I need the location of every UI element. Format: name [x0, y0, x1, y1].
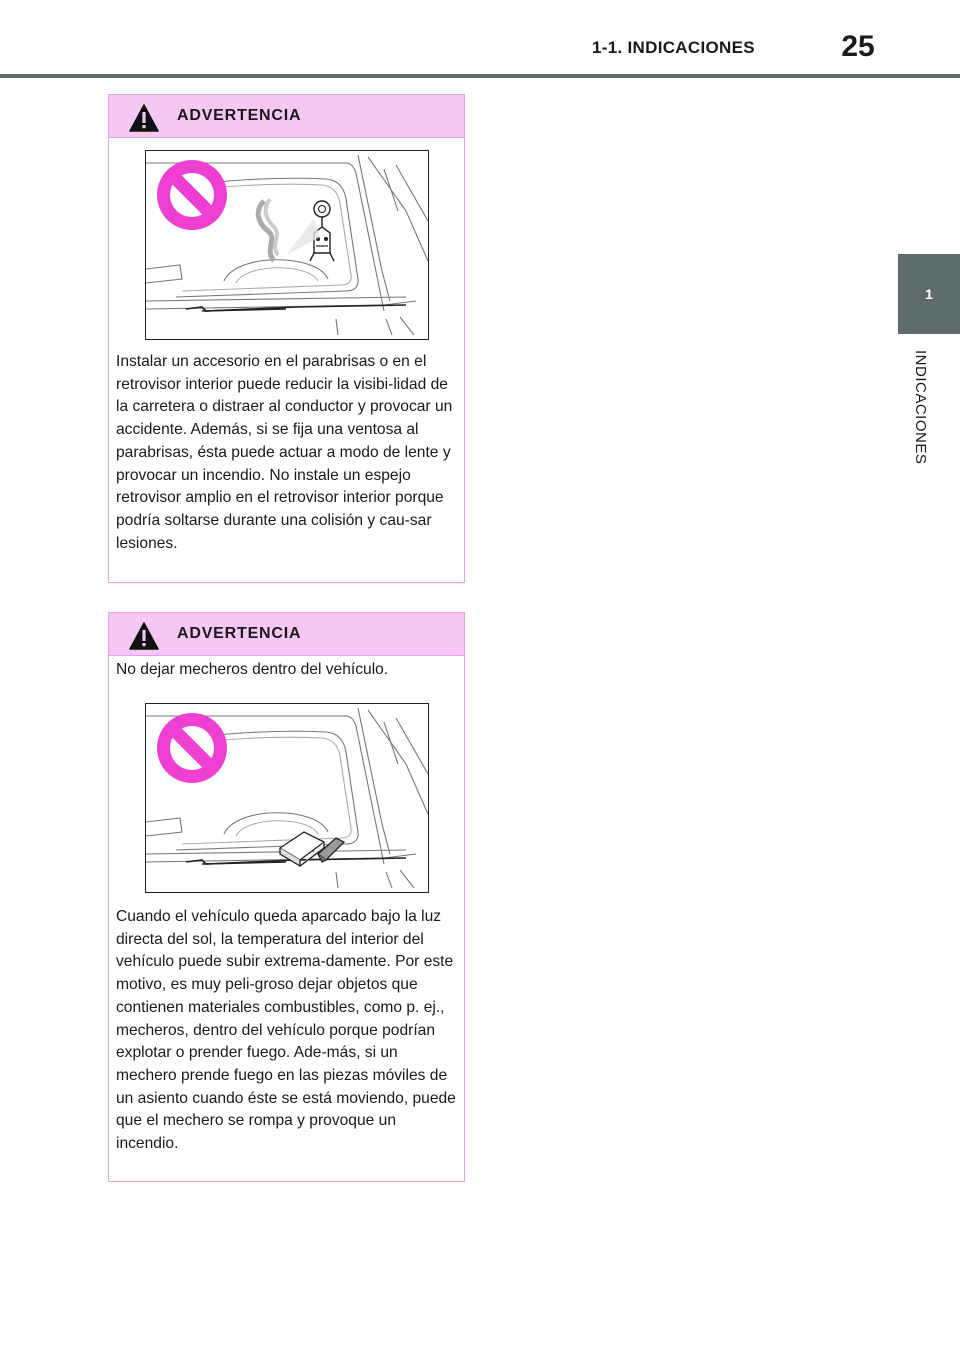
- chapter-tab[interactable]: [898, 254, 960, 334]
- warning-box-windshield: [108, 94, 465, 583]
- warning-text: No dejar mecheros dentro del vehículo.: [116, 661, 389, 678]
- warning-box-lighters: [108, 612, 465, 1182]
- illustration-lighter-in-vehicle: [145, 703, 429, 893]
- warning-text: Instalar un accesorio en el parabrisas o en el retrovisor interior puede reducir la visibi-lidad de la carretera o distraer al conductor y provocar un accidente. Además, si se fija una ventosa al parabrisas, ésta puede actuar a modo de lente y provocar un incendio. No instale un espejo retrovisor amplio en el retrovisor interior porque podría soltarse durante una colisión y cau-sar lesiones.: [116, 353, 453, 552]
- warning-header: [109, 95, 464, 138]
- chapter-label: INDICACIONES: [912, 350, 929, 465]
- page-number: 25: [841, 30, 875, 63]
- illustration-windshield-accessory: [145, 150, 429, 340]
- header-divider: [0, 74, 960, 78]
- prohibition-icon: [157, 160, 227, 230]
- chapter-number: 1: [925, 286, 933, 302]
- prohibition-icon: [157, 713, 227, 783]
- warning-triangle-icon: [129, 622, 159, 650]
- warning-title: ADVERTENCIA: [177, 625, 302, 642]
- warning-title: ADVERTENCIA: [177, 107, 302, 124]
- warning-text: Cuando el vehículo queda aparcado bajo la luz directa del sol, la temperatura del interior del vehículo puede subir extrema-damente. Por este motivo, es muy peli-groso dejar objetos que contienen materiales combustibles, como p. ej., mecheros, dentro del vehículo porque podrían explotar o prender fuego. Ade-más, si un mechero prende fuego en las piezas móviles de un asiento cuando éste se está moviendo, puede que el mechero se rompa y provoque un incendio.: [116, 908, 456, 1153]
- section-title: 1-1. INDICACIONES: [592, 38, 755, 57]
- warning-triangle-icon: [129, 104, 159, 132]
- warning-header: [109, 613, 464, 656]
